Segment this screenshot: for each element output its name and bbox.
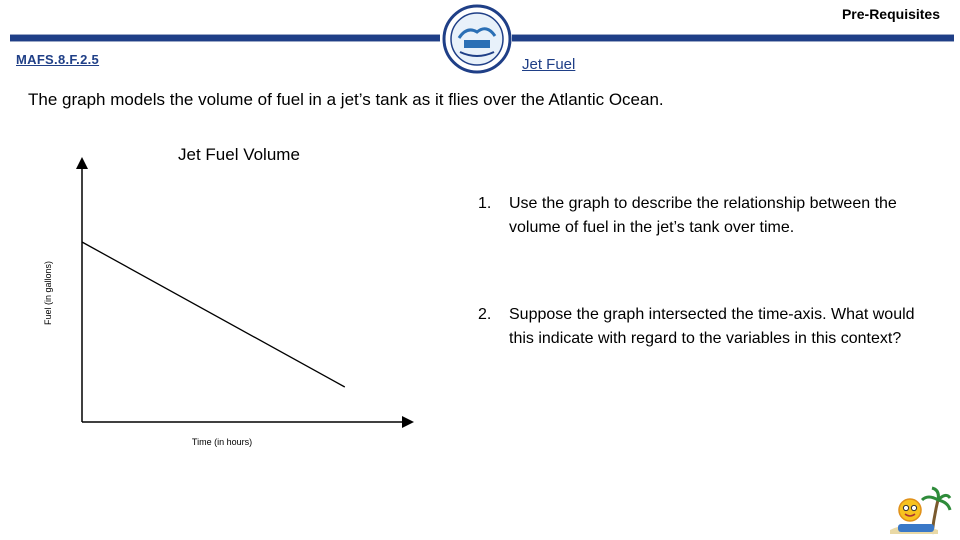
question-text: Use the graph to describe the relationship between the volume of fuel in the jet’s tank over time.: [509, 195, 897, 236]
series-line: [82, 242, 345, 387]
x-axis-label: Time (in hours): [191, 437, 253, 447]
y-axis-label: Fuel (in gallons): [43, 260, 53, 326]
section-label: Pre-Requisites: [841, 6, 940, 22]
question-list: [478, 192, 938, 351]
question-number: 1.: [478, 195, 492, 212]
question-text: Suppose the graph intersected the time-axis. What would this indicate with regard to the variables in this context?: [509, 306, 915, 347]
topic-title[interactable]: Jet Fuel: [522, 56, 576, 73]
question-item: [478, 192, 938, 240]
intro-text: The graph models the volume of fuel in a jet’s tank as it flies over the Atlantic Ocean.: [28, 90, 664, 109]
question-number: 2.: [478, 306, 492, 323]
standard-code[interactable]: MAFS.8.F.2.5: [16, 52, 100, 67]
chart-title: Jet Fuel Volume: [178, 145, 300, 164]
question-item: [478, 303, 938, 351]
sun-palm-mascot-icon: [880, 486, 952, 536]
